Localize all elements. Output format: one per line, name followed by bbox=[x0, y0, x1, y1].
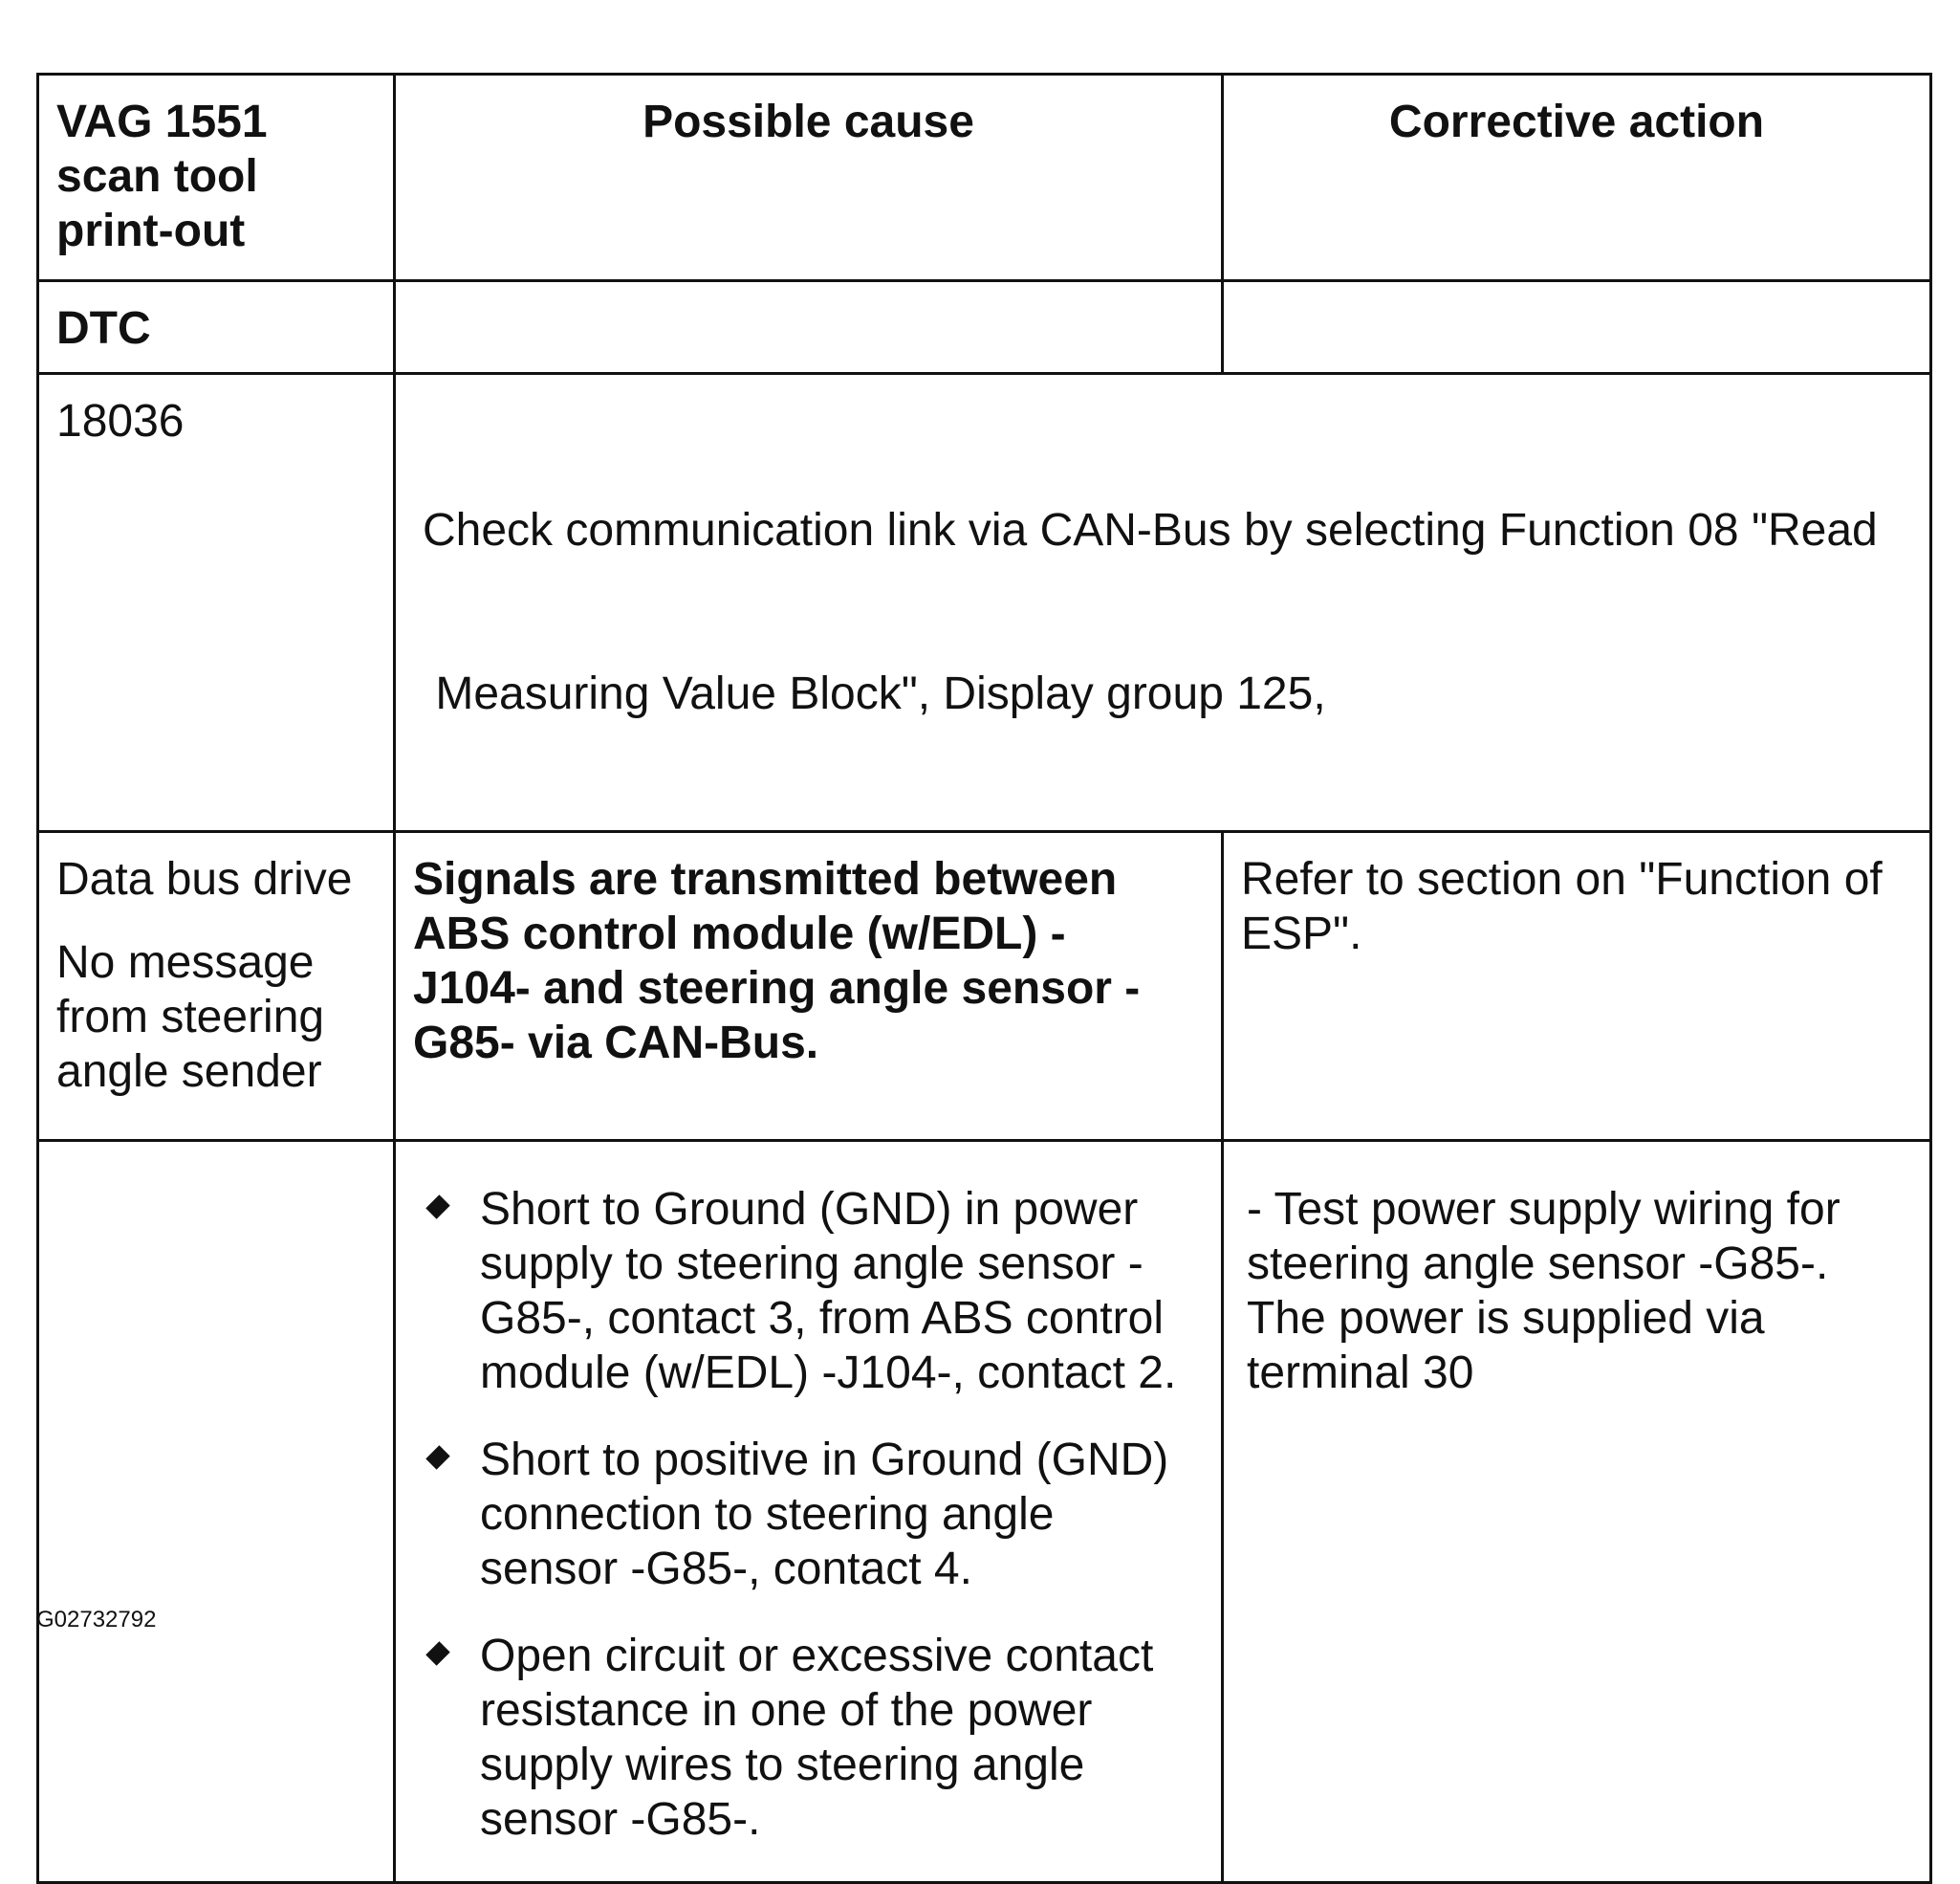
check-text-line: Check communication link via CAN-Bus by selecting Function 08 "Read bbox=[423, 505, 1878, 556]
message-line: angle sender bbox=[56, 1046, 322, 1097]
code-cell bbox=[38, 374, 395, 832]
action-line: terminal 30 bbox=[1247, 1347, 1474, 1398]
message-line: from steering bbox=[56, 992, 325, 1042]
action-line: ESP". bbox=[1241, 909, 1362, 959]
header-line: print-out bbox=[56, 206, 246, 256]
diamond-bullet-icon bbox=[425, 1194, 449, 1218]
cause-line: supply to steering angle sensor - bbox=[480, 1238, 1143, 1289]
action-line: Refer to section on "Function of bbox=[1241, 854, 1883, 905]
dtc-label-cell bbox=[38, 281, 395, 374]
figure-id: G02732792 bbox=[36, 1607, 157, 1632]
cause-line: Short to Ground (GND) in power bbox=[480, 1184, 1139, 1235]
action-line: The power is supplied via bbox=[1247, 1293, 1765, 1344]
dtc-label: DTC bbox=[56, 303, 151, 354]
refer-action-cell bbox=[1223, 832, 1931, 1141]
dtc-row bbox=[38, 281, 1931, 374]
list-item bbox=[425, 1629, 1202, 1847]
test-action-cell bbox=[1223, 1141, 1931, 1883]
cause-line: Short to positive in Ground (GND) bbox=[480, 1435, 1169, 1485]
header-corrective-action bbox=[1223, 75, 1931, 281]
empty-cell bbox=[38, 1141, 395, 1883]
list-item bbox=[425, 1182, 1202, 1400]
header-label: Possible cause bbox=[642, 97, 974, 147]
merged-check-cell bbox=[395, 374, 1931, 832]
empty-cell bbox=[1223, 281, 1931, 374]
cause-line: module (w/EDL) -J104-, contact 2. bbox=[480, 1347, 1177, 1398]
action-line: steering angle sensor -G85-. bbox=[1247, 1238, 1829, 1289]
cause-line: connection to steering angle bbox=[480, 1489, 1055, 1540]
dtc-code: 18036 bbox=[56, 396, 185, 447]
cause-line: ABS control module (w/EDL) - bbox=[413, 909, 1066, 959]
action-line: - Test power supply wiring for bbox=[1247, 1184, 1840, 1235]
cause-line: J104- and steering angle sensor - bbox=[413, 963, 1141, 1014]
data-bus-title: Data bus drive bbox=[56, 854, 353, 905]
code-row bbox=[38, 374, 1931, 832]
list-item bbox=[425, 1433, 1202, 1596]
empty-cell bbox=[395, 281, 1223, 374]
cause-line: sensor -G85-. bbox=[480, 1794, 761, 1845]
signal-cause-cell bbox=[395, 832, 1223, 1141]
cause-line: resistance in one of the power bbox=[480, 1685, 1093, 1736]
header-label: Corrective action bbox=[1388, 97, 1765, 147]
diamond-bullet-icon bbox=[425, 1445, 449, 1469]
cause-line: G85-, contact 3, from ABS control bbox=[480, 1293, 1164, 1344]
header-row bbox=[38, 75, 1931, 281]
tests-row bbox=[38, 1141, 1931, 1883]
header-possible-cause bbox=[395, 75, 1223, 281]
cause-line: G85- via CAN-Bus. bbox=[413, 1018, 819, 1068]
cause-line: sensor -G85-, contact 4. bbox=[480, 1544, 972, 1594]
cause-line: Open circuit or excessive contact bbox=[480, 1631, 1154, 1681]
diagnostic-table bbox=[36, 73, 1932, 1884]
header-line: scan tool bbox=[56, 151, 258, 202]
cause-line: supply wires to steering angle bbox=[480, 1740, 1085, 1790]
causes-list-cell bbox=[395, 1141, 1223, 1883]
header-scan-tool bbox=[38, 75, 395, 281]
message-line: No message bbox=[56, 937, 315, 988]
diamond-bullet-icon bbox=[425, 1641, 449, 1665]
header-line: VAG 1551 bbox=[56, 97, 268, 147]
cause-line: Signals are transmitted between bbox=[413, 854, 1118, 905]
causes-list bbox=[396, 1142, 1221, 1847]
check-text-line: Measuring Value Block", Display group 125, bbox=[423, 668, 1326, 719]
data-bus-row bbox=[38, 832, 1931, 1141]
data-bus-cell bbox=[38, 832, 395, 1141]
